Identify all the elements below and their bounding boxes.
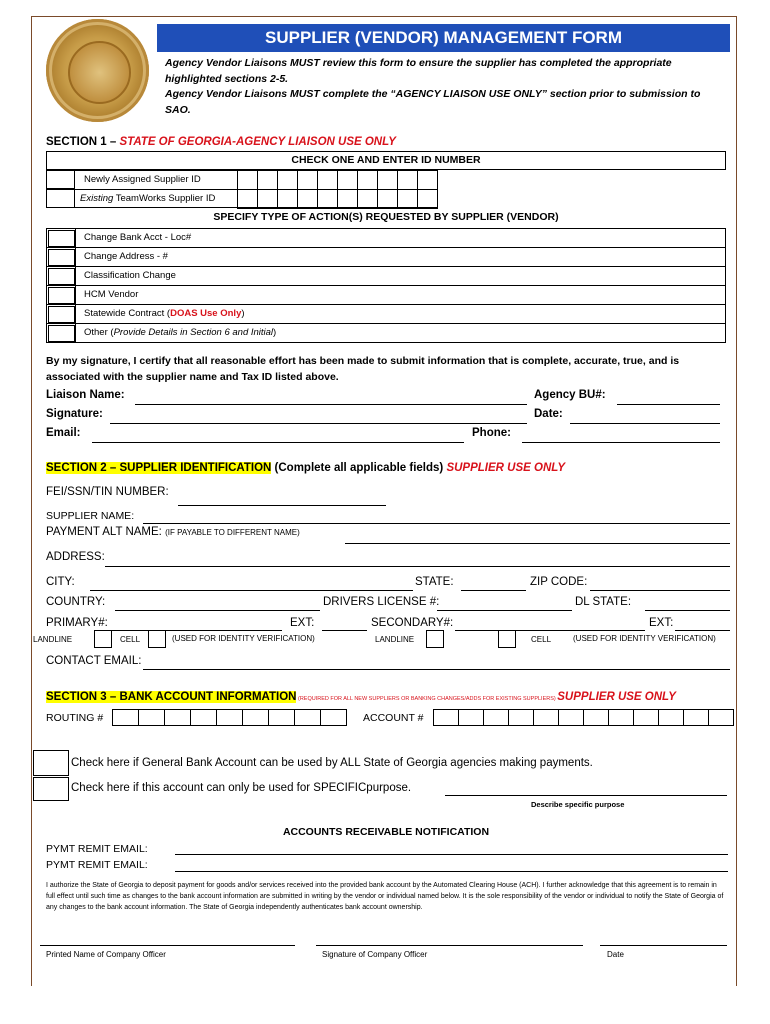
action-label: Classification Change [84, 270, 176, 281]
routing-digit-cell[interactable] [294, 709, 321, 726]
id-digit-cell[interactable] [377, 189, 398, 209]
id-digit-cell[interactable] [257, 189, 278, 209]
id-digit-cell[interactable] [357, 189, 378, 209]
printed-name-field[interactable] [40, 945, 295, 946]
routing-digit-cell[interactable] [216, 709, 243, 726]
action-heading: SPECIFY TYPE OF ACTION(S) REQUESTED BY SUPPLIER (VENDOR) [213, 211, 559, 223]
officer-date-label: Date [607, 950, 624, 959]
remit2-label: PYMT REMIT EMAIL: [46, 859, 148, 871]
id-digit-cell[interactable] [297, 170, 318, 190]
landline2-checkbox[interactable] [426, 630, 444, 648]
existing-id-label: Existing TeamWorks Supplier ID [80, 193, 216, 204]
account-digit-cell[interactable] [483, 709, 509, 726]
check-general-label: Check here if General Bank Account can be used by ALL State of Georgia agencies making payments. [71, 757, 593, 769]
remit1-label: PYMT REMIT EMAIL: [46, 843, 148, 855]
check-heading: CHECK ONE AND ENTER ID NUMBER [46, 151, 726, 170]
account-digit-cell[interactable] [558, 709, 584, 726]
officer-signature-label: Signature of Company Officer [322, 950, 428, 959]
specific-account-checkbox[interactable] [33, 777, 69, 801]
action-label: HCM Vendor [84, 289, 139, 300]
routing-digit-cell[interactable] [268, 709, 295, 726]
country-field[interactable] [115, 610, 320, 611]
id-digit-cell[interactable] [377, 170, 398, 190]
action-label: Change Bank Acct - Loc# [84, 232, 192, 243]
zip-label: ZIP CODE: [530, 576, 588, 588]
page-border [31, 16, 737, 17]
general-account-checkbox[interactable] [33, 750, 69, 776]
payment-alt-label: PAYMENT ALT NAME: (IF PAYABLE TO DIFFERENT NAME) [46, 526, 300, 538]
routing-digit-cell[interactable] [190, 709, 217, 726]
signature-field[interactable] [110, 423, 527, 424]
signature-label: Signature: [46, 408, 103, 420]
contact-email-field[interactable] [143, 669, 730, 670]
form-title: SUPPLIER (VENDOR) MANAGEMENT FORM [157, 24, 730, 52]
page-border [736, 16, 737, 986]
routing-digit-cell[interactable] [138, 709, 165, 726]
account-digit-cell[interactable] [433, 709, 459, 726]
address-label: ADDRESS: [46, 551, 105, 563]
used2-label: (USED FOR IDENTITY VERIFICATION) [573, 634, 716, 643]
id-digit-cell[interactable] [317, 189, 338, 209]
id-digit-cell[interactable] [277, 170, 298, 190]
dl-state-field[interactable] [645, 610, 730, 611]
account-digit-cell[interactable] [608, 709, 634, 726]
newly-assigned-checkbox[interactable] [46, 170, 75, 189]
fei-field[interactable] [178, 505, 386, 506]
action-label: Other (Provide Details in Section 6 and Initial) [84, 327, 277, 338]
id-digit-cell[interactable] [337, 189, 358, 209]
ar-heading: ACCOUNTS RECEIVABLE NOTIFICATION [282, 826, 490, 838]
phone-label: Phone: [472, 427, 511, 439]
intro-text: Agency Vendor Liaisons MUST review this form to ensure the supplier has completed the appropriate highlighted sections 2-5. Agency Vendor Liaisons MUST complete the “AGENCY LIAISON USE ONLY” section prior to submission to SAO. [165, 57, 701, 116]
routing-digit-cell[interactable] [112, 709, 139, 726]
liaison-name-label: Liaison Name: [46, 389, 125, 401]
country-label: COUNTRY: [46, 596, 106, 608]
id-digit-cell[interactable] [397, 170, 418, 190]
state-field[interactable] [461, 590, 526, 591]
action-label: Change Address - # [84, 251, 168, 262]
email-label: Email: [46, 427, 81, 439]
id-digit-cell[interactable] [417, 189, 438, 209]
account-digit-cell[interactable] [458, 709, 484, 726]
certify-text: By my signature, I certify that all reasonable effort has been made to submit information that is complete, accurate, true, and is associated with the supplier name and Tax ID listed above. [46, 355, 680, 383]
agency-bu-label: Agency BU#: [534, 389, 606, 401]
action-checkbox[interactable] [48, 230, 75, 247]
ext1-label: EXT: [290, 617, 315, 629]
address-field[interactable] [105, 566, 730, 567]
account-digit-cell[interactable] [533, 709, 559, 726]
remit2-field[interactable] [175, 871, 728, 872]
city-label: CITY: [46, 576, 75, 588]
id-digit-cell[interactable] [357, 170, 378, 190]
account-digit-cell[interactable] [658, 709, 684, 726]
authorize-text: I authorize the State of Georgia to deposit payment for goods and/or services received into the provided bank account by the Automated Clearing House (ACH). I further acknowledge that this agreement is to remain in full effect until such time as changes to the bank account information are submitted in writing by the vendor or individual named below. It is the sole responsibility of the vendor or individual to notify the State of Georgia of any changes to the bank account information. The State of Georgia independently authenticates bank account ownership. [46, 882, 724, 911]
supplier-name-field[interactable] [143, 523, 730, 524]
contact-email-label: CONTACT EMAIL: [46, 655, 142, 667]
officer-date-field[interactable] [600, 945, 727, 946]
section2-title: SECTION 2 – SUPPLIER IDENTIFICATION (Complete all applicable fields) SUPPLIER USE ONLY [46, 462, 566, 474]
id-digit-cell[interactable] [237, 189, 258, 209]
routing-label: ROUTING # [46, 712, 104, 724]
id-digit-cell[interactable] [417, 170, 438, 190]
action-checkbox[interactable] [48, 325, 75, 342]
id-digit-cell[interactable] [297, 189, 318, 209]
cell2-checkbox[interactable] [498, 630, 516, 648]
ext1-field[interactable] [322, 630, 367, 631]
existing-id-checkbox[interactable] [46, 189, 75, 208]
liaison-name-field[interactable] [135, 404, 527, 405]
account-digit-cell[interactable] [583, 709, 609, 726]
landline1-checkbox[interactable] [94, 630, 112, 648]
routing-digit-cell[interactable] [242, 709, 269, 726]
officer-signature-field[interactable] [316, 945, 583, 946]
specific-purpose-field[interactable] [445, 795, 727, 796]
id-digit-cell[interactable] [277, 189, 298, 209]
zip-field[interactable] [590, 590, 730, 591]
account-digit-cell[interactable] [633, 709, 659, 726]
printed-name-label: Printed Name of Company Officer [46, 950, 166, 959]
id-digit-cell[interactable] [397, 189, 418, 209]
routing-digit-cell[interactable] [320, 709, 347, 726]
drivers-license-field[interactable] [437, 610, 572, 611]
payment-alt-field[interactable] [345, 543, 730, 544]
ext2-label: EXT: [649, 617, 674, 629]
action-checkbox[interactable] [48, 306, 75, 323]
routing-digit-cell[interactable] [164, 709, 191, 726]
state-label: STATE: [415, 576, 454, 588]
id-digit-cell[interactable] [317, 170, 338, 190]
check-specific-label: Check here if this account can only be used for SPECIFICpurpose. [71, 782, 412, 794]
phone-field[interactable] [522, 442, 720, 443]
city-field[interactable] [90, 590, 413, 591]
section1-title: SECTION 1 – STATE OF GEORGIA-AGENCY LIAISON USE ONLY [46, 136, 396, 148]
page-border [31, 16, 32, 986]
remit1-field[interactable] [175, 854, 728, 855]
landline2-label: LANDLINE [375, 635, 415, 644]
section3-title: SECTION 3 – BANK ACCOUNT INFORMATION (REQUIRED FOR ALL NEW SUPPLIERS OR BANKING CHANGES/ADDS FOR EXISTING SUPPLIERS) SUPPLIER USE ONLY [46, 691, 676, 703]
action-checkbox[interactable] [48, 287, 75, 304]
newly-assigned-label: Newly Assigned Supplier ID [84, 174, 201, 185]
cell1-checkbox[interactable] [148, 630, 166, 648]
describe-label: Describe specific purpose [531, 800, 625, 809]
cell1-label: CELL [120, 635, 141, 644]
action-checkbox[interactable] [48, 268, 75, 285]
email-field[interactable] [92, 442, 464, 443]
drivers-license-label: DRIVERS LICENSE #: [323, 596, 440, 608]
supplier-name-label: SUPPLIER NAME: [46, 510, 135, 522]
agency-bu-field[interactable] [617, 404, 720, 405]
date-label: Date: [534, 408, 563, 420]
id-digit-cell[interactable] [337, 170, 358, 190]
action-checkbox[interactable] [48, 249, 75, 266]
state-seal-icon [46, 19, 149, 122]
secondary-label: SECONDARY#: [371, 617, 454, 629]
account-digit-cell[interactable] [683, 709, 709, 726]
account-digit-cell[interactable] [708, 709, 734, 726]
id-digit-cell[interactable] [237, 170, 258, 190]
secondary-field[interactable] [455, 630, 645, 631]
cell2-label: CELL [531, 635, 552, 644]
ext2-field[interactable] [675, 630, 730, 631]
fei-label: FEI/SSN/TIN NUMBER: [46, 486, 169, 498]
used1-label: (USED FOR IDENTITY VERIFICATION) [172, 634, 315, 643]
primary-field[interactable] [110, 630, 282, 631]
id-digit-cell[interactable] [257, 170, 278, 190]
date-field[interactable] [570, 423, 720, 424]
primary-label: PRIMARY#: [46, 617, 108, 629]
action-label: Statewide Contract (DOAS Use Only) [84, 308, 245, 319]
account-digit-cell[interactable] [508, 709, 534, 726]
landline1-label: LANDLINE [33, 635, 73, 644]
account-label: ACCOUNT # [363, 712, 424, 724]
dl-state-label: DL STATE: [575, 596, 632, 608]
